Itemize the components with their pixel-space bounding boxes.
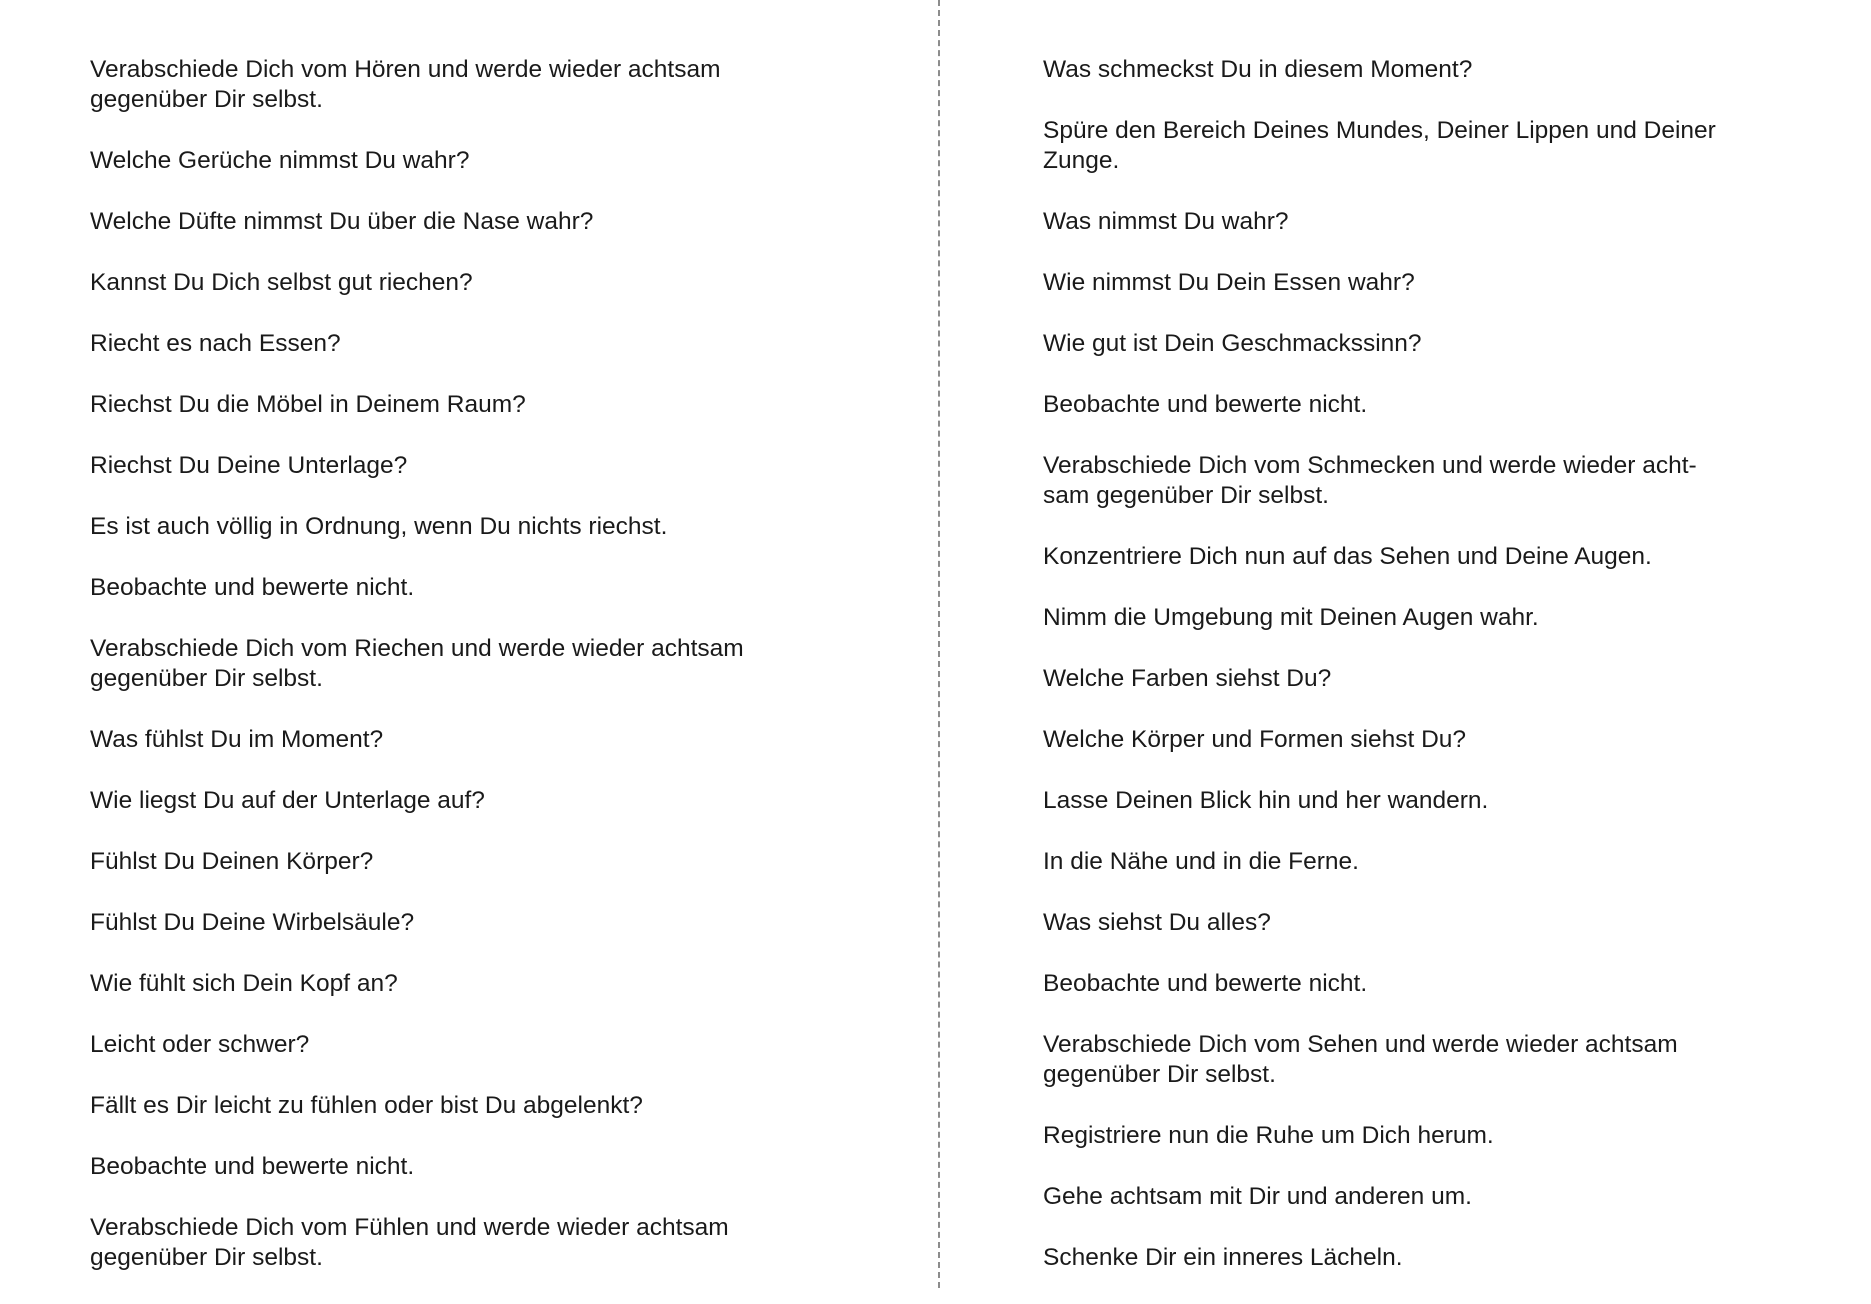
paragraph: Was siehst Du alles? — [1043, 909, 1271, 936]
paragraph: Was schmeckst Du in diesem Moment? — [1043, 56, 1473, 83]
right-column — [1043, 55, 1803, 1304]
left-column — [90, 55, 850, 1304]
paragraph: Verabschiede Dich vom Hören und werde wieder achtsam gegenüber Dir selbst. — [90, 56, 721, 113]
paragraph: Welche Düfte nimmst Du über die Nase wahr? — [90, 208, 594, 235]
paragraph: Welche Gerüche nimmst Du wahr? — [90, 147, 470, 174]
paragraph: Spüre den Bereich Deines Mundes, Deiner Lippen und Deiner Zunge. — [1043, 117, 1716, 174]
paragraph: Fällt es Dir leicht zu fühlen oder bist Du abgelenkt? — [90, 1092, 643, 1119]
paragraph: Gehe achtsam mit Dir und anderen um. — [1043, 1183, 1472, 1210]
dashed-cut-line — [938, 0, 940, 1288]
paragraph: Schenke Dir ein inneres Lächeln. — [1043, 1244, 1403, 1271]
paragraph: Wie fühlt sich Dein Kopf an? — [90, 970, 398, 997]
paragraph: Verabschiede Dich vom Sehen und werde wieder achtsam gegenüber Dir selbst. — [1043, 1031, 1678, 1088]
paragraph: Riecht es nach Essen? — [90, 330, 341, 357]
paragraph: Wie liegst Du auf der Unterlage auf? — [90, 787, 485, 814]
paragraph: Beobachte und bewerte nicht. — [1043, 970, 1368, 997]
paragraph: Nimm die Umgebung mit Deinen Augen wahr. — [1043, 604, 1539, 631]
paragraph: Konzentriere Dich nun auf das Sehen und Deine Augen. — [1043, 543, 1652, 570]
paragraph: Fühlst Du Deine Wirbelsäule? — [90, 909, 415, 936]
paragraph: Was nimmst Du wahr? — [1043, 208, 1289, 235]
paragraph: Riechst Du Deine Unterlage? — [90, 452, 408, 479]
paragraph: Kannst Du Dich selbst gut riechen? — [90, 269, 473, 296]
paragraph: Was fühlst Du im Moment? — [90, 726, 384, 753]
paragraph: Registriere nun die Ruhe um Dich herum. — [1043, 1122, 1494, 1149]
paragraph: Wie nimmst Du Dein Essen wahr? — [1043, 269, 1415, 296]
paragraph: Wie gut ist Dein Geschmackssinn? — [1043, 330, 1422, 357]
paragraph: Beobachte und bewerte nicht. — [90, 1153, 415, 1180]
paragraph: Beobachte und bewerte nicht. — [90, 574, 415, 601]
paragraph: Verabschiede Dich vom Fühlen und werde wieder achtsam gegenüber Dir selbst. — [90, 1214, 729, 1271]
paragraph: Welche Farben siehst Du? — [1043, 665, 1332, 692]
paragraph: Leicht oder schwer? — [90, 1031, 310, 1058]
paragraph: In die Nähe und in die Ferne. — [1043, 848, 1359, 875]
paragraph: Es ist auch völlig in Ordnung, wenn Du nichts riechst. — [90, 513, 668, 540]
paragraph: Fühlst Du Deinen Körper? — [90, 848, 374, 875]
paragraph: Welche Körper und Formen siehst Du? — [1043, 726, 1467, 753]
paragraph: Verabschiede Dich vom Schmecken und werde wieder acht- sam gegenüber Dir selbst. — [1043, 452, 1697, 509]
paragraph: Lasse Deinen Blick hin und her wandern. — [1043, 787, 1489, 814]
paragraph: Verabschiede Dich vom Riechen und werde wieder achtsam gegenüber Dir selbst. — [90, 635, 744, 692]
paragraph: Riechst Du die Möbel in Deinem Raum? — [90, 391, 526, 418]
paragraph: Beobachte und bewerte nicht. — [1043, 391, 1368, 418]
